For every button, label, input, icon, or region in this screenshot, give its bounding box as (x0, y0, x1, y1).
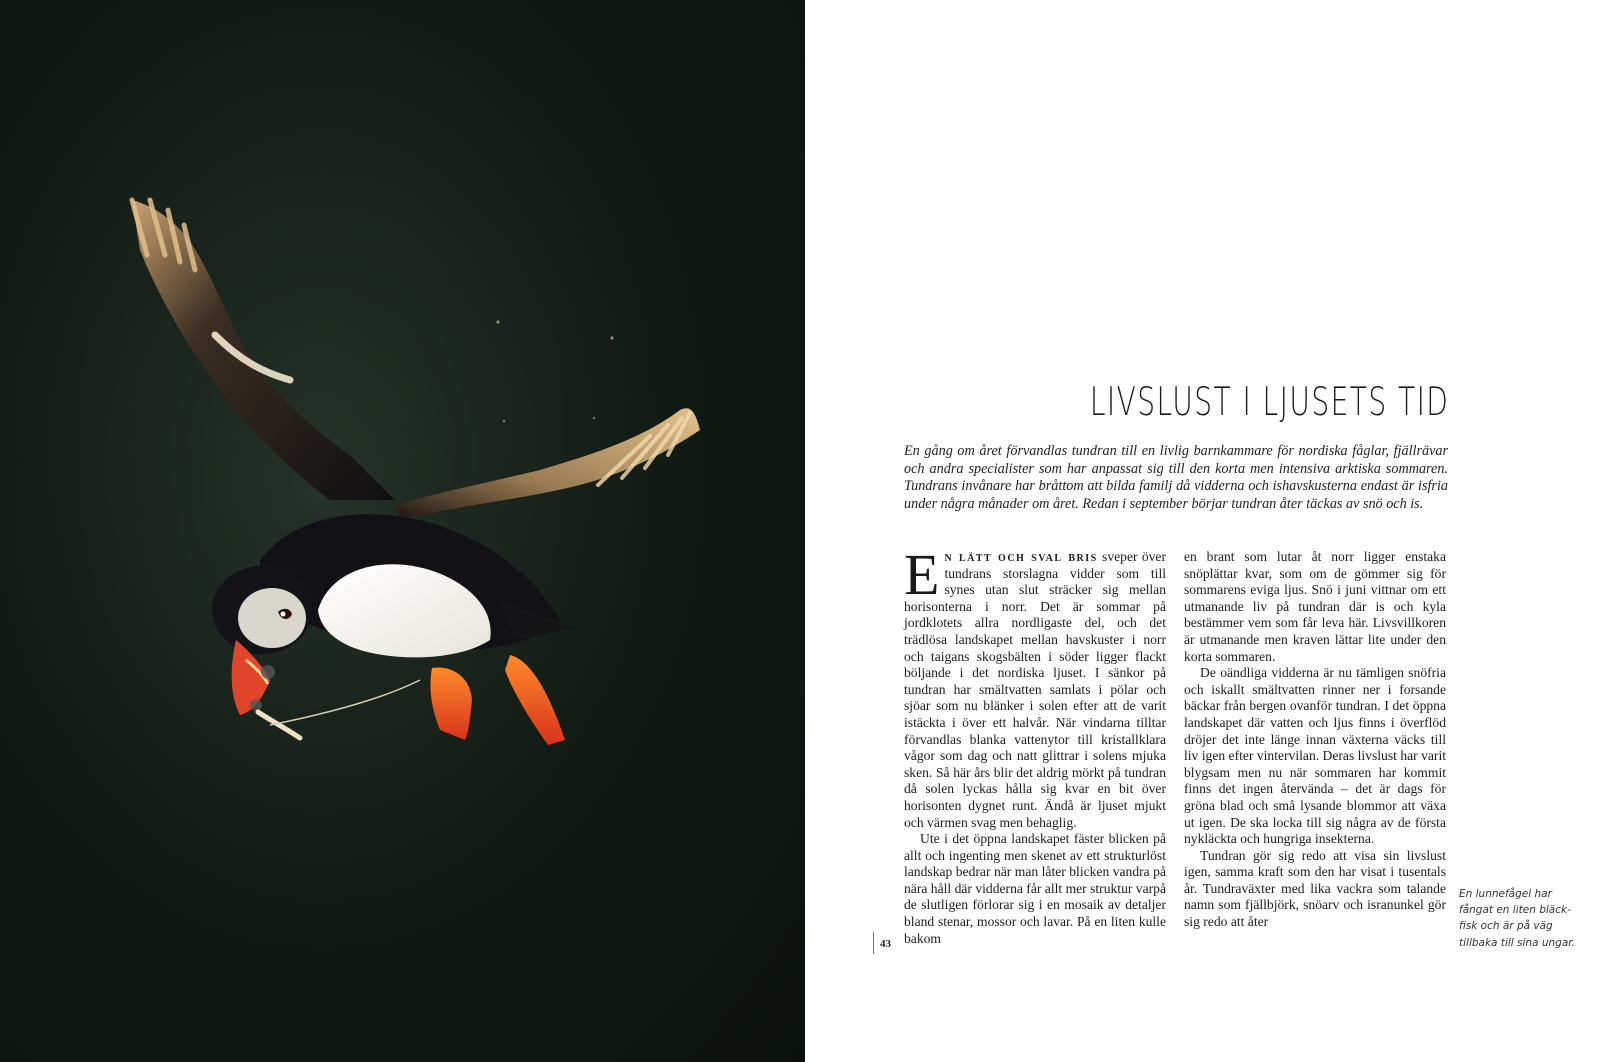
photo-caption: En lunnefågel har fångat en liten bläckfisk och är på väg tillbaka till sina ungar. (1459, 888, 1575, 949)
body-paragraph-1-text: sveper över tundrans storslagna vidder som till synes utan slut sträcker sig mellan horisonterna i norr. Det är sommar på jordklotets allra nordligaste del, och det trädlösa landskapet mellan havskuster i norr och taigans skogsbälten i söder ligger flackt böljande i det nordiska ljuset. I sänkor på tundran har smältvatten samlats i pölar och sjöar som nu blänker i solen efter att de varit istäckta i över ett halvår. När vindarna tilltar förvandlas blanka vattenytor till kristallklara vågor som dag och natt glittrar i solens mjuka sken. Så här års blir det aldrig mörkt på tundran då solen lyckas hålla sig kvar en bit över horisonten dygnet runt. Ändå är ljuset mjukt och värmen svag men behaglig. (904, 549, 1166, 830)
page-number-rule (873, 932, 874, 954)
article-lead: En gång om året förvandlas tundran till en livlig barnkammare för nordiska fåglar, fjällrävar och andra specialister som har anpassat sig till den korta men intensiva arktiska sommaren. Tundrans invånare har bråttom att bilda familj då vidderna och ishavskusterna endast är isfria under några månader om året. Redan i september börjar tundran åter täckas av snö och is. (904, 443, 1448, 512)
body-column-2 (1184, 549, 1446, 931)
page-number: 43 (880, 938, 891, 950)
body-paragraph-1 (904, 542, 1166, 831)
body-paragraph-2: Ute i det öppna landskapet fäster blicken på allt och ingenting men skenet av ett strukturlöst landskap bedrar när man låter blicken vandra på nära håll där vidderna får allt mer struktur varpå de slutligen förlorar sig i en mosaik av detaljer bland stenar, mossor och lavar. På en liten kulle bakom (904, 831, 1166, 946)
body-paragraph-4: Tundran gör sig redo att visa sin livslust igen, samma kraft som den har visat i tusentals år. Tundraväxter med lika vackra som talande namn som fjällbjörk, snöarv och isranunkel gör sig redo att åter (1184, 847, 1446, 930)
body-column-1 (904, 542, 1166, 947)
opening-smallcaps: n lätt och sval bris (944, 549, 1098, 564)
body-paragraph-2-continued: en brant som lutar åt norr ligger enstaka snöplättar kvar, som om de gömmer sig för sommarens eviga ljus. Snö i juni vittnar om ett utmanande liv på tundran där is och kyla bestämmer vem som får leva här. Livsvillkoren är utmanande men kraven lättar lite under den korta sommaren. (1184, 549, 1446, 664)
drop-cap: E (904, 542, 940, 607)
article-title: LIVSLUST I LJUSETS TID (1089, 380, 1449, 425)
body-paragraph-3: De oändliga vidderna är nu tämligen snöfria och iskallt smältvatten rinner ner i forsande bäckar från bergen ovanför tundran. I det öppna landskapet där vatten och ljus finns i överflöd dröjer det inte länge innan växterna väcks till liv igen efter vintervilan. Deras livslust har varit blygsam men nu när sommaren har kommit finns det ingen återvända – det är dags för gröna blad och små lysande blommor att växa ut igen. De ska locka till sig några av de första nykläckta och hungriga insekterna. (1184, 665, 1446, 847)
